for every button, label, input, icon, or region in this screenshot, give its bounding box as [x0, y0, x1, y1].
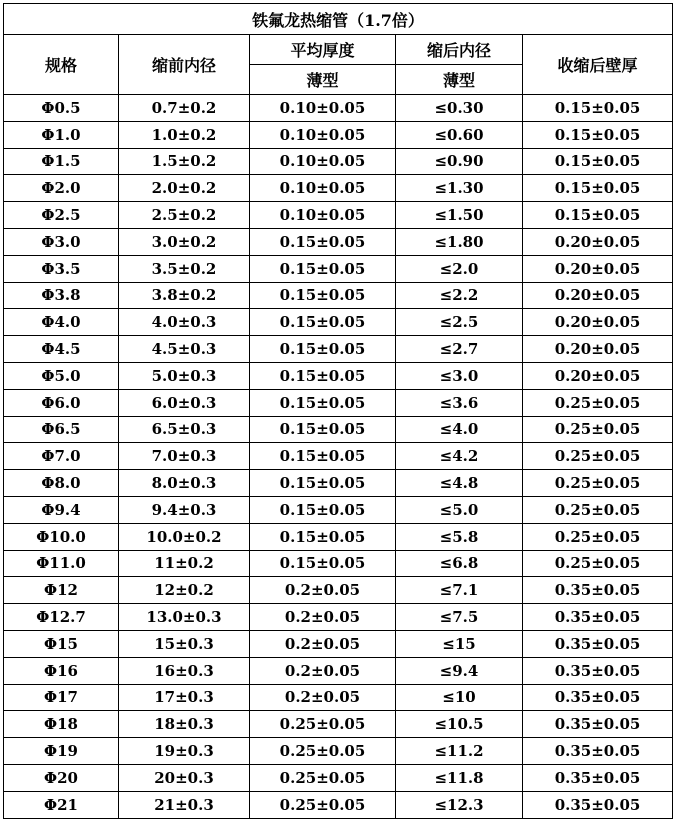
- cell-inner-before: 3.0±0.2: [119, 228, 250, 255]
- header-inner-before: 缩前内径: [119, 35, 250, 95]
- cell-inner-before: 15±0.3: [119, 630, 250, 657]
- cell-inner-before: 4.0±0.3: [119, 309, 250, 336]
- cell-inner-before: 10.0±0.2: [119, 523, 250, 550]
- cell-wall-after: 0.15±0.05: [523, 202, 673, 229]
- table-row: [4, 764, 673, 791]
- table-row: [4, 95, 673, 122]
- cell-avg-thickness: 0.2±0.05: [250, 657, 396, 684]
- cell-inner-after: ≤7.5: [396, 604, 523, 631]
- cell-inner-before: 1.0±0.2: [119, 121, 250, 148]
- cell-inner-before: 6.5±0.3: [119, 416, 250, 443]
- header-inner-after: 缩后内径: [396, 35, 523, 65]
- cell-inner-after: ≤4.0: [396, 416, 523, 443]
- cell-wall-after: 0.35±0.05: [523, 630, 673, 657]
- table-row: [4, 577, 673, 604]
- cell-avg-thickness: 0.15±0.05: [250, 309, 396, 336]
- cell-wall-after: 0.25±0.05: [523, 389, 673, 416]
- cell-inner-after: ≤4.2: [396, 443, 523, 470]
- cell-avg-thickness: 0.15±0.05: [250, 228, 396, 255]
- table-row: [4, 175, 673, 202]
- cell-inner-after: ≤0.90: [396, 148, 523, 175]
- table-row: [4, 443, 673, 470]
- cell-inner-before: 18±0.3: [119, 711, 250, 738]
- cell-wall-after: 0.35±0.05: [523, 738, 673, 765]
- cell-inner-before: 13.0±0.3: [119, 604, 250, 631]
- cell-spec: Φ4.5: [4, 336, 119, 363]
- cell-avg-thickness: 0.25±0.05: [250, 791, 396, 818]
- cell-inner-before: 2.5±0.2: [119, 202, 250, 229]
- cell-avg-thickness: 0.10±0.05: [250, 95, 396, 122]
- table-row: [4, 148, 673, 175]
- cell-inner-after: ≤2.7: [396, 336, 523, 363]
- cell-spec: Φ5.0: [4, 362, 119, 389]
- cell-wall-after: 0.35±0.05: [523, 791, 673, 818]
- table-row: [4, 630, 673, 657]
- cell-inner-after: ≤6.8: [396, 550, 523, 577]
- table-row: [4, 496, 673, 523]
- table-row: [4, 228, 673, 255]
- cell-spec: Φ0.5: [4, 95, 119, 122]
- cell-spec: Φ18: [4, 711, 119, 738]
- cell-inner-after: ≤5.8: [396, 523, 523, 550]
- cell-wall-after: 0.25±0.05: [523, 470, 673, 497]
- header-avg-thickness: 平均厚度: [250, 35, 396, 65]
- cell-wall-after: 0.20±0.05: [523, 336, 673, 363]
- cell-inner-after: ≤7.1: [396, 577, 523, 604]
- header-row-1: [4, 35, 673, 65]
- cell-inner-before: 16±0.3: [119, 657, 250, 684]
- cell-spec: Φ1.5: [4, 148, 119, 175]
- table-body: [4, 95, 673, 819]
- cell-inner-after: ≤3.0: [396, 362, 523, 389]
- cell-inner-after: ≤2.5: [396, 309, 523, 336]
- cell-inner-after: ≤11.8: [396, 764, 523, 791]
- cell-avg-thickness: 0.15±0.05: [250, 470, 396, 497]
- table-row: [4, 336, 673, 363]
- cell-wall-after: 0.35±0.05: [523, 684, 673, 711]
- cell-avg-thickness: 0.15±0.05: [250, 416, 396, 443]
- cell-avg-thickness: 0.15±0.05: [250, 443, 396, 470]
- cell-wall-after: 0.35±0.05: [523, 764, 673, 791]
- table-row: [4, 416, 673, 443]
- cell-wall-after: 0.25±0.05: [523, 550, 673, 577]
- cell-wall-after: 0.35±0.05: [523, 577, 673, 604]
- cell-inner-after: ≤0.60: [396, 121, 523, 148]
- cell-avg-thickness: 0.15±0.05: [250, 362, 396, 389]
- cell-spec: Φ20: [4, 764, 119, 791]
- table-row: [4, 711, 673, 738]
- cell-avg-thickness: 0.10±0.05: [250, 148, 396, 175]
- cell-spec: Φ9.4: [4, 496, 119, 523]
- cell-spec: Φ12.7: [4, 604, 119, 631]
- cell-avg-thickness: 0.15±0.05: [250, 523, 396, 550]
- cell-inner-after: ≤12.3: [396, 791, 523, 818]
- cell-inner-before: 7.0±0.3: [119, 443, 250, 470]
- cell-wall-after: 0.25±0.05: [523, 496, 673, 523]
- cell-wall-after: 0.25±0.05: [523, 443, 673, 470]
- table-row: [4, 791, 673, 818]
- cell-wall-after: 0.15±0.05: [523, 121, 673, 148]
- cell-avg-thickness: 0.25±0.05: [250, 764, 396, 791]
- table-row: [4, 389, 673, 416]
- cell-spec: Φ15: [4, 630, 119, 657]
- cell-spec: Φ3.5: [4, 255, 119, 282]
- cell-inner-after: ≤9.4: [396, 657, 523, 684]
- cell-spec: Φ21: [4, 791, 119, 818]
- cell-inner-after: ≤3.6: [396, 389, 523, 416]
- cell-spec: Φ12: [4, 577, 119, 604]
- cell-inner-after: ≤15: [396, 630, 523, 657]
- table-row: [4, 362, 673, 389]
- cell-inner-before: 9.4±0.3: [119, 496, 250, 523]
- table-title: 铁氟龙热缩管（1.7倍）: [4, 4, 673, 35]
- table-row: [4, 282, 673, 309]
- cell-avg-thickness: 0.10±0.05: [250, 175, 396, 202]
- table-row: [4, 738, 673, 765]
- cell-inner-after: ≤1.30: [396, 175, 523, 202]
- cell-inner-before: 1.5±0.2: [119, 148, 250, 175]
- cell-spec: Φ3.8: [4, 282, 119, 309]
- cell-inner-after: ≤0.30: [396, 95, 523, 122]
- table-row: [4, 523, 673, 550]
- cell-avg-thickness: 0.2±0.05: [250, 577, 396, 604]
- cell-spec: Φ17: [4, 684, 119, 711]
- table-row: [4, 202, 673, 229]
- cell-inner-after: ≤2.0: [396, 255, 523, 282]
- cell-inner-after: ≤1.80: [396, 228, 523, 255]
- cell-spec: Φ1.0: [4, 121, 119, 148]
- cell-inner-before: 19±0.3: [119, 738, 250, 765]
- cell-avg-thickness: 0.10±0.05: [250, 202, 396, 229]
- cell-avg-thickness: 0.15±0.05: [250, 255, 396, 282]
- table-row: [4, 121, 673, 148]
- cell-spec: Φ2.5: [4, 202, 119, 229]
- cell-inner-before: 6.0±0.3: [119, 389, 250, 416]
- cell-avg-thickness: 0.15±0.05: [250, 336, 396, 363]
- cell-avg-thickness: 0.15±0.05: [250, 282, 396, 309]
- spec-table: [3, 3, 673, 819]
- cell-spec: Φ10.0: [4, 523, 119, 550]
- cell-avg-thickness: 0.15±0.05: [250, 550, 396, 577]
- header-spec: 规格: [4, 35, 119, 95]
- cell-wall-after: 0.25±0.05: [523, 523, 673, 550]
- cell-inner-after: ≤10.5: [396, 711, 523, 738]
- cell-inner-before: 4.5±0.3: [119, 336, 250, 363]
- cell-spec: Φ4.0: [4, 309, 119, 336]
- cell-inner-before: 2.0±0.2: [119, 175, 250, 202]
- cell-avg-thickness: 0.25±0.05: [250, 711, 396, 738]
- cell-inner-after: ≤1.50: [396, 202, 523, 229]
- cell-avg-thickness: 0.15±0.05: [250, 389, 396, 416]
- cell-spec: Φ6.5: [4, 416, 119, 443]
- cell-spec: Φ19: [4, 738, 119, 765]
- title-row: [4, 4, 673, 35]
- cell-wall-after: 0.20±0.05: [523, 362, 673, 389]
- cell-inner-before: 12±0.2: [119, 577, 250, 604]
- cell-avg-thickness: 0.2±0.05: [250, 630, 396, 657]
- cell-avg-thickness: 0.15±0.05: [250, 496, 396, 523]
- table-row: [4, 657, 673, 684]
- cell-spec: Φ11.0: [4, 550, 119, 577]
- table-row: [4, 309, 673, 336]
- cell-inner-before: 17±0.3: [119, 684, 250, 711]
- cell-inner-after: ≤5.0: [396, 496, 523, 523]
- cell-inner-after: ≤4.8: [396, 470, 523, 497]
- cell-avg-thickness: 0.2±0.05: [250, 684, 396, 711]
- cell-wall-after: 0.15±0.05: [523, 175, 673, 202]
- cell-inner-before: 20±0.3: [119, 764, 250, 791]
- table-row: [4, 604, 673, 631]
- cell-wall-after: 0.20±0.05: [523, 228, 673, 255]
- cell-wall-after: 0.25±0.05: [523, 416, 673, 443]
- cell-inner-before: 8.0±0.3: [119, 470, 250, 497]
- cell-inner-before: 5.0±0.3: [119, 362, 250, 389]
- cell-inner-before: 3.5±0.2: [119, 255, 250, 282]
- cell-wall-after: 0.35±0.05: [523, 604, 673, 631]
- cell-wall-after: 0.15±0.05: [523, 148, 673, 175]
- cell-inner-after: ≤11.2: [396, 738, 523, 765]
- table-row: [4, 470, 673, 497]
- cell-avg-thickness: 0.10±0.05: [250, 121, 396, 148]
- table-row: [4, 255, 673, 282]
- cell-wall-after: 0.20±0.05: [523, 255, 673, 282]
- cell-spec: Φ8.0: [4, 470, 119, 497]
- cell-spec: Φ2.0: [4, 175, 119, 202]
- cell-wall-after: 0.20±0.05: [523, 282, 673, 309]
- cell-inner-before: 0.7±0.2: [119, 95, 250, 122]
- cell-spec: Φ7.0: [4, 443, 119, 470]
- cell-avg-thickness: 0.25±0.05: [250, 738, 396, 765]
- header-thin-type: 薄型: [250, 65, 396, 95]
- table-row: [4, 684, 673, 711]
- cell-wall-after: 0.35±0.05: [523, 711, 673, 738]
- cell-inner-before: 21±0.3: [119, 791, 250, 818]
- cell-avg-thickness: 0.2±0.05: [250, 604, 396, 631]
- cell-wall-after: 0.20±0.05: [523, 309, 673, 336]
- cell-inner-after: ≤10: [396, 684, 523, 711]
- cell-inner-after: ≤2.2: [396, 282, 523, 309]
- table-row: [4, 550, 673, 577]
- header-thin-type: 薄型: [396, 65, 523, 95]
- cell-wall-after: 0.15±0.05: [523, 95, 673, 122]
- header-wall-after: 收缩后壁厚: [523, 35, 673, 95]
- cell-spec: Φ3.0: [4, 228, 119, 255]
- cell-wall-after: 0.35±0.05: [523, 657, 673, 684]
- cell-spec: Φ6.0: [4, 389, 119, 416]
- cell-inner-before: 11±0.2: [119, 550, 250, 577]
- cell-spec: Φ16: [4, 657, 119, 684]
- cell-inner-before: 3.8±0.2: [119, 282, 250, 309]
